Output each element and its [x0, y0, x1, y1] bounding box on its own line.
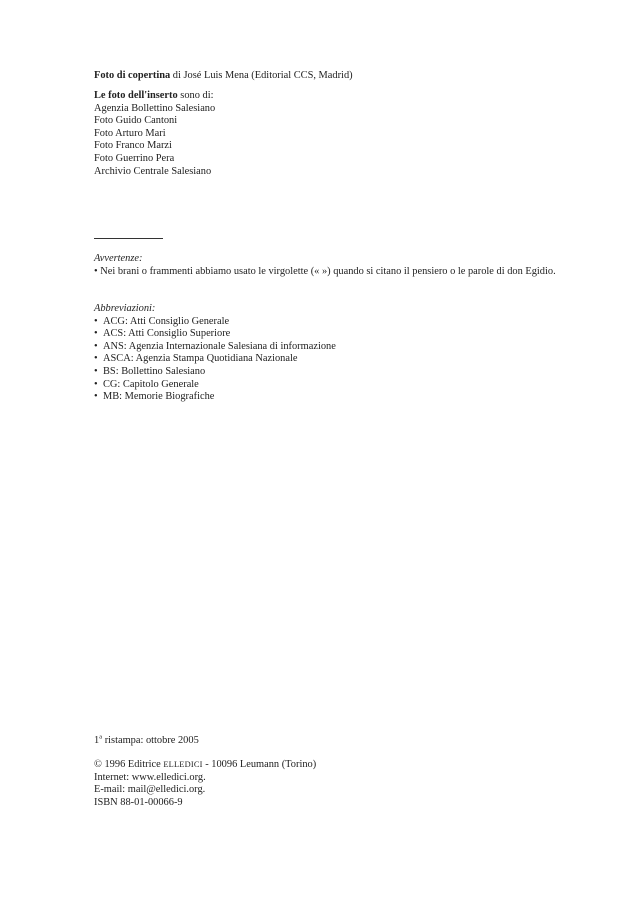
insert-photos-credits [94, 90, 581, 178]
insert-photo-source: Agenzia Bollettino Salesiano [94, 102, 216, 114]
bullet-icon: • [94, 353, 98, 365]
reprint-info [94, 735, 581, 748]
insert-photo-source: Foto Arturo Mari [94, 127, 166, 139]
abbreviation-item: • MB: Memorie Biografiche [94, 391, 215, 403]
insert-photo-source: Foto Franco Marzi [94, 140, 172, 152]
abbreviation-item: • BS: Bollettino Salesiano [94, 365, 206, 377]
cover-photo-credit [94, 70, 581, 83]
abbreviation-item: • ASCA: Agenzia Stampa Quotidiana Nazionale [94, 353, 298, 365]
reprint-text: ristampa: ottobre 2005 [102, 735, 199, 746]
notice-heading: Avvertenze: [94, 253, 143, 264]
bullet-icon: • [94, 365, 98, 377]
insert-photos-label: Le foto dell'inserto [94, 90, 178, 101]
insert-photos-text: sono di: [177, 90, 214, 101]
isbn-line: ISBN 88-01-00066-9 [94, 796, 183, 808]
copyright-line: © 1996 Editrice ELLEDICI - 10096 Leumann (Torino) [94, 759, 317, 770]
cover-photo-text: di José Luis Mena (Editorial CCS, Madrid) [170, 70, 353, 81]
abbreviations-section [94, 303, 581, 404]
abbreviations-heading: Abbreviazioni: [94, 303, 156, 314]
insert-photo-source: Foto Guido Cantoni [94, 115, 178, 127]
separator-rule [94, 238, 163, 239]
copyright-block [94, 759, 581, 809]
abbreviation-item: • ACG: Atti Consiglio Generale [94, 315, 230, 327]
abbreviation-item: • CG: Capitolo Generale [94, 378, 199, 390]
cover-photo-label: Foto di copertina [94, 70, 171, 81]
email-line: E-mail: mail@elledici.org. [94, 784, 206, 796]
notice-section [94, 253, 581, 278]
notice-text: Nei brani o frammenti abbiamo usato le virgolette (« ») quando si citano il pensiero o le parole di don Egidio. [100, 265, 556, 277]
notice-item [94, 266, 581, 279]
bullet-icon: • [94, 265, 98, 277]
internet-line: Internet: www.elledici.org. [94, 771, 206, 783]
bullet-icon: • [94, 378, 98, 390]
bullet-icon: • [94, 315, 98, 327]
bullet-icon: • [94, 328, 98, 340]
bullet-icon: • [94, 391, 98, 403]
insert-photo-source: Archivio Centrale Salesiano [94, 165, 212, 177]
insert-photo-source: Foto Guerrino Pera [94, 152, 175, 164]
abbreviation-item: • ACS: Atti Consiglio Superiore [94, 328, 231, 340]
publisher-name: ELLEDICI [163, 760, 203, 769]
reprint-number: 1 [94, 735, 100, 746]
bullet-icon: • [94, 340, 98, 352]
abbreviation-item: • ANS: Agenzia Internazionale Salesiana di informazione [94, 340, 336, 352]
reprint-superscript: a [99, 733, 103, 741]
